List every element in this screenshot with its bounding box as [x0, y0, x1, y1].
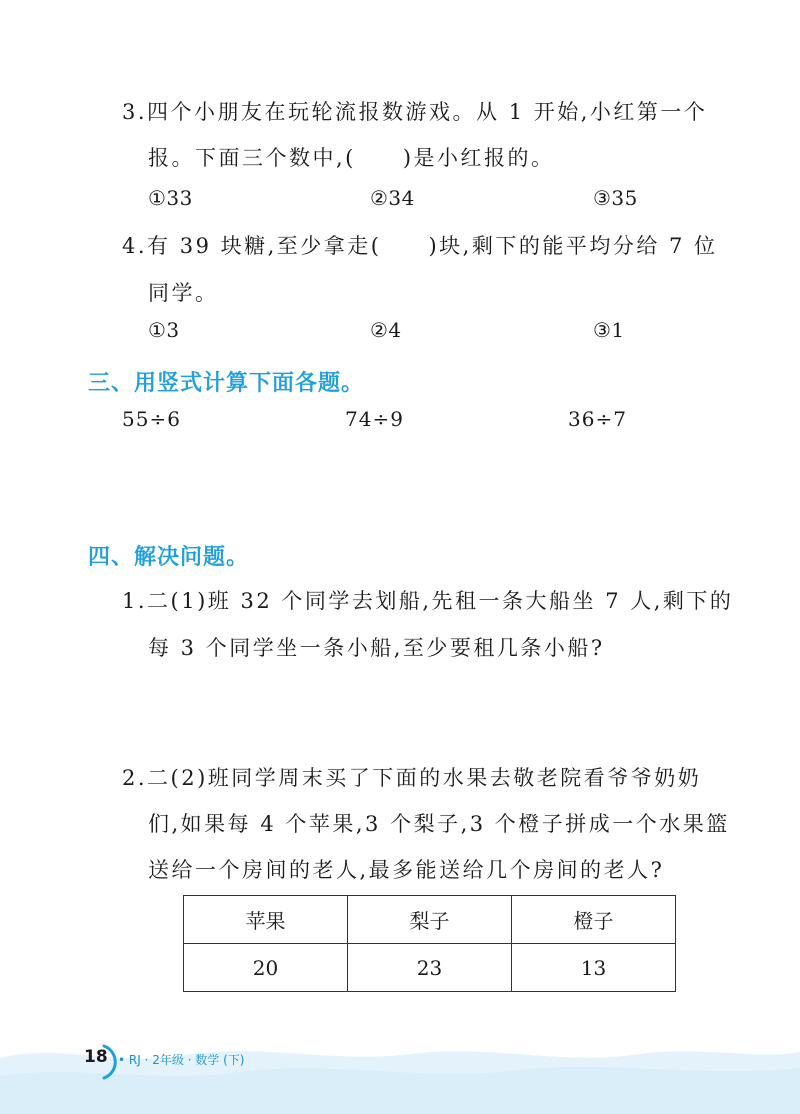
q3-option-2: ②34	[370, 186, 415, 210]
table-cell: 13	[512, 944, 676, 992]
table-cell: 20	[184, 944, 348, 992]
q4-option-1: ①3	[148, 318, 180, 342]
problem2-line1: 2.二(2)班同学周末买了下面的水果去敬老院看爷爷奶奶	[122, 766, 702, 790]
q4-text-line1: 4.有 39 块糖,至少拿走( )块,剩下的能平均分给 7 位	[122, 234, 718, 258]
table-row	[184, 944, 676, 992]
problem1-line2: 每 3 个同学坐一条小船,至少要租几条小船?	[148, 636, 605, 660]
section3-title: 三、用竖式计算下面各题。	[88, 371, 365, 396]
calc-problem-1: 55÷6	[122, 407, 181, 431]
problem2-line3: 送给一个房间的老人,最多能送给几个房间的老人?	[148, 858, 665, 882]
calc-problem-2: 74÷9	[345, 407, 404, 431]
q3-text-line1: 3.四个小朋友在玩轮流报数游戏。从 1 开始,小红第一个	[122, 100, 708, 124]
page-footer-label: • RJ · 2年级 · 数学 (下)	[118, 1053, 245, 1067]
q3-option-1: ①33	[148, 186, 193, 210]
table-header-cell: 橙子	[512, 896, 676, 944]
page-number: 18	[84, 1047, 108, 1067]
q4-option-3: ③1	[593, 318, 625, 342]
problem2-line2: 们,如果每 4 个苹果,3 个梨子,3 个橙子拼成一个水果篮	[148, 812, 730, 836]
table-header-row	[184, 896, 676, 944]
q4-text-line2: 同学。	[148, 281, 219, 305]
fruit-table	[183, 895, 676, 992]
q3-text-line2: 报。下面三个数中,( )是小红报的。	[148, 146, 555, 170]
q4-option-2: ②4	[370, 318, 402, 342]
footer-wave-decoration	[0, 1036, 800, 1114]
section4-title: 四、解决问题。	[88, 545, 250, 570]
problem1-line1: 1.二(1)班 32 个同学去划船,先租一条大船坐 7 人,剩下的	[122, 589, 734, 613]
q3-option-3: ③35	[593, 186, 638, 210]
table-header-cell: 梨子	[348, 896, 512, 944]
calc-problem-3: 36÷7	[568, 407, 627, 431]
table-cell: 23	[348, 944, 512, 992]
table-header-cell: 苹果	[184, 896, 348, 944]
